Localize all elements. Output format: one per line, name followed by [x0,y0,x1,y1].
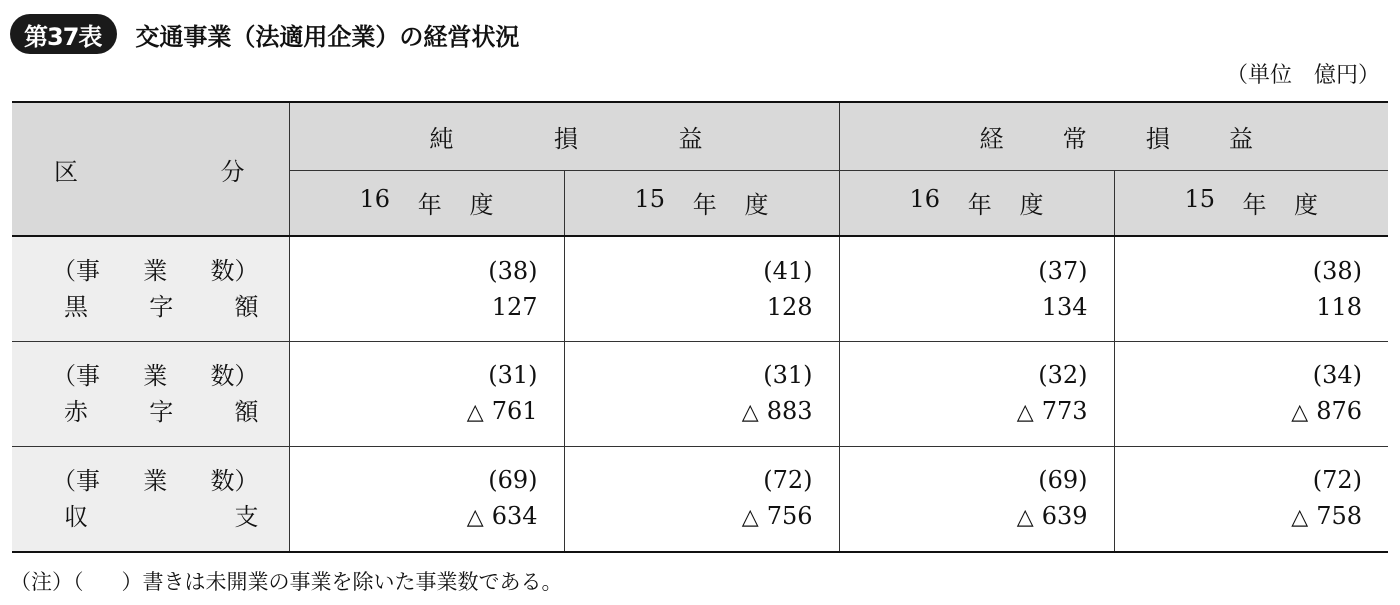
business-count: (37) [1038,256,1088,285]
header-ordinary-profit [839,102,1388,170]
amount [840,498,1088,536]
table-row [12,341,1388,446]
label-char: 赤 [64,397,88,426]
triangle-icon: △ [466,399,484,425]
label-char: （事 [52,466,100,495]
amount-value: 876 [1316,396,1362,425]
header-net-profit [289,102,839,170]
year-suffix: 度 [1019,191,1044,220]
business-count: (31) [488,360,538,389]
footnote-prefix: （注）（ [10,570,84,594]
year-suffix: 度 [1293,191,1318,220]
header-kubun-left: 区 [54,157,78,186]
label-char: 業 [143,361,168,390]
amount-value: 761 [491,396,538,425]
amount-value: 128 [766,292,813,321]
year-char: 年 [692,191,717,220]
label-char: （事 [52,256,100,285]
amount [840,289,1088,325]
label-char: 支 [234,502,259,531]
value-cell [1114,446,1388,552]
business-count: (69) [488,465,538,494]
amount-value: 634 [491,501,538,530]
header-net-fy16 [289,170,564,236]
table-number-badge: 第37表 [10,14,117,54]
triangle-icon: △ [1016,399,1034,425]
value-cell [289,446,564,552]
label-char: 収 [64,502,88,531]
business-status-table [12,101,1388,553]
amount-value: 127 [491,292,538,321]
amount-value: 134 [1041,292,1088,321]
amount [565,289,813,325]
value-cell [289,236,564,341]
header-net-fy15 [564,170,839,236]
value-cell [839,446,1114,552]
row-label-balance [12,446,289,552]
header-ord-char-1: 経 [979,124,1004,153]
header-net-char-2: 損 [554,124,578,153]
year-char: 年 [417,191,442,220]
value-cell [1114,236,1388,341]
label-char: 額 [234,397,259,426]
header-ord-fy16 [839,170,1114,236]
business-count: (72) [1312,465,1362,494]
value-cell [1114,341,1388,446]
header-kubun [12,102,289,236]
triangle-icon: △ [741,504,759,530]
header-kubun-right: 分 [220,157,245,186]
triangle-icon: △ [741,399,759,425]
header-ord-char-3: 損 [1145,124,1170,153]
header-ord-char-2: 常 [1062,124,1087,153]
amount [840,393,1088,431]
business-count: (38) [488,256,538,285]
header-ord-char-4: 益 [1228,124,1253,153]
year-num: 15 [1184,185,1216,214]
business-count: (72) [763,465,813,494]
footnote [10,566,563,596]
amount-value: 773 [1041,396,1088,425]
label-char: （事 [52,361,100,390]
triangle-icon: △ [1016,504,1034,530]
amount [290,393,538,431]
amount [565,393,813,431]
business-count: (69) [1038,465,1088,494]
triangle-icon: △ [1291,399,1309,425]
row-label-surplus [12,236,289,341]
year-char: 年 [1242,191,1267,220]
label-char: 業 [143,256,168,285]
row-label-deficit [12,341,289,446]
amount [1115,289,1363,325]
header-ord-fy15 [1114,170,1388,236]
value-cell [839,341,1114,446]
year-char: 年 [967,191,992,220]
amount-value: 883 [766,396,813,425]
triangle-icon: △ [466,504,484,530]
year-num: 16 [359,185,391,214]
label-char: 黒 [64,292,88,321]
unit-label: （単位 億円） [1225,63,1380,88]
amount [565,498,813,536]
year-num: 16 [909,185,941,214]
business-count: (31) [763,360,813,389]
business-count: (41) [763,256,813,285]
table-row [12,236,1388,341]
label-char: 数） [210,361,259,390]
label-char: 額 [234,292,259,321]
header-net-char-3: 益 [678,124,703,153]
triangle-icon: △ [1291,504,1309,530]
amount-value: 756 [766,501,813,530]
value-cell [289,341,564,446]
title-row [10,14,519,54]
value-cell [564,236,839,341]
label-char: 数） [210,466,259,495]
amount [1115,393,1363,431]
label-char: 字 [149,397,174,426]
footnote-text: ）書きは未開業の事業を除いた事業数である。 [121,570,563,594]
business-count: (34) [1312,360,1362,389]
amount [290,289,538,325]
year-suffix: 度 [469,191,494,220]
business-count: (32) [1038,360,1088,389]
value-cell [564,341,839,446]
amount [290,498,538,536]
amount-value: 758 [1316,501,1362,530]
business-count: (38) [1312,256,1362,285]
amount-value: 639 [1041,501,1088,530]
label-char: 業 [143,466,168,495]
amount [1115,498,1363,536]
header-net-char-1: 純 [429,124,454,153]
value-cell [839,236,1114,341]
label-char: 字 [149,292,174,321]
year-num: 15 [634,185,666,214]
page-title: 交通事業（法適用企業）の経営状況 [135,22,520,51]
value-cell [564,446,839,552]
year-suffix: 度 [744,191,769,220]
label-char: 数） [210,256,259,285]
amount-value: 118 [1316,292,1362,321]
table-row [12,446,1388,552]
